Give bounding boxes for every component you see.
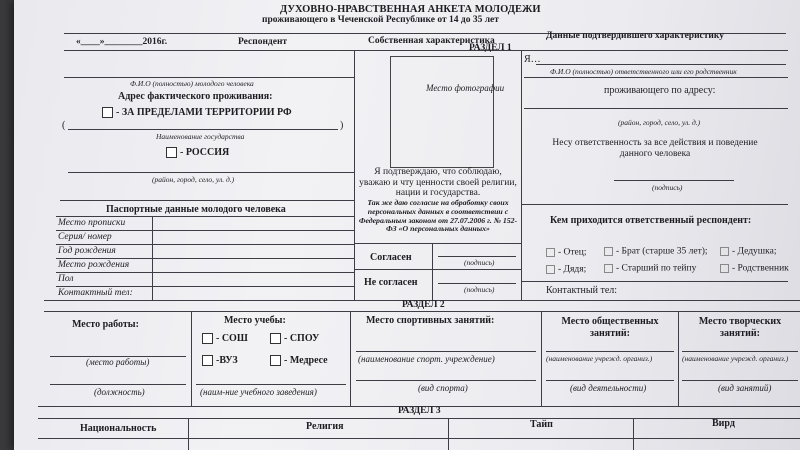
creative-kind-caption: (вид занятий) [718,383,772,393]
work-heading: Место работы: [72,319,139,330]
confirmer-heading: Данные подтвердившего характеристику [546,31,724,41]
option-uncle[interactable]: - Дядя; [546,265,586,275]
option-relative[interactable]: - Родственник [720,264,789,274]
option-elder[interactable]: - Старший по тейпу [604,264,696,274]
passport-row: Серия/ номер [58,232,112,242]
section2-title: РАЗДЕЛ 2 [402,300,445,310]
agree-signature-caption: (подпись) [464,258,495,267]
sport-caption: (наименование спорт. учреждение) [358,354,495,364]
responsible-locality-caption: (район, город, село, ул. д.) [618,118,701,127]
respondent-heading: Респондент [238,37,288,47]
creative-caption: (наименование учрежд. организ.) [682,354,789,363]
option-brother[interactable]: - Брат (старше 35 лет); [604,247,708,257]
study-option-university[interactable]: -ВУЗ [202,355,238,366]
photo-placeholder[interactable] [390,56,494,168]
consent-text: Так же даю согласие на обработку своих персональных данных в соответствии с Федеральным законом от 27.07.2006 г. № 152-ФЗ «О персональных данных» [358,198,518,234]
work-caption: (место работы) [86,357,150,367]
fio-caption: Ф.И.О (полностью) молодого человека [130,79,254,88]
who-heading: Кем приходится ответственный респондент: [550,215,752,226]
responsible-signature-caption: (подпись) [652,183,683,192]
russia-checkbox[interactable]: - РОССИЯ [166,147,229,158]
responsible-fio-caption: Ф.И.О (полностью) ответственного или его родственник [550,67,737,76]
passport-row: Контактный тел: [58,288,133,298]
responsible-contact-label: Контактный тел: [546,285,618,296]
locality-caption: (район, город, село, ул. д.) [152,175,235,184]
option-father[interactable]: - Отец; [546,248,587,258]
section1-title: РАЗДЕЛ 1 [469,43,512,53]
study-option-college[interactable]: - СПОУ [270,333,319,344]
characteristic-heading: Собственная характеристика [368,36,495,46]
passport-row: Год рождения [58,246,116,256]
date-field[interactable]: «____»________2016г. [76,37,168,47]
abroad-checkbox[interactable]: - ЗА ПРЕДЕЛАМИ ТЕРРИТОРИИ РФ [102,107,292,118]
study-heading: Место учебы: [224,315,286,326]
teip-column: Тайп [530,419,553,430]
option-grandfather[interactable]: - Дедушка; [720,247,776,257]
i-prefix: Я… [524,54,541,65]
sport-heading: Место спортивных занятий: [366,315,495,326]
passport-row: Пол [58,274,74,284]
social-heading: Место общественных занятий: [561,316,659,339]
disagree-signature-caption: (подпись) [464,285,495,294]
wird-column: Вирд [712,418,735,429]
state-caption: Наименование государства [156,132,245,141]
questionnaire-sheet: ДУХОВНО-НРАВСТВЕННАЯ АНКЕТА МОЛОДЕЖИ проживающего в Чеченской Республике от 14 до 35 лет «____»________2016г. Респондент Собственная характеристика Данные подтвердившего характеристику РАЗДЕЛ 1 Ф.И.О (полностью) молодого человека Адрес фактического проживания: - ЗА ПРЕДЕЛАМИ ТЕРРИТОРИИ РФ ( ) Наименование государства - РОССИЯ (район, город, село, ул. д.) Паспортные данные молодого человека Место прописки Серия/ номер Год рождения Место рождения Пол Контактный тел: Место фотографии Я подтверждаю, что соблюдаю, уважаю и чту ценности своей религии, нации и государства. Так же даю согласие на обработку своих персональных данных в соответствии с Федеральным законом от 27.07.2006 г. № 152-ФЗ «О персональных данных» Согласен (подпись) Не согласен (подпись) Я… Ф.И.О (полностью) ответственного или его родственник проживающего по адресу: (район, город, село, ул. д.) Несу ответственность за все действия и поведение данного человека (подпись) Кем приходится ответственный респондент: - Отец; - Брат (старше 35 лет); - Дедушка; - Дядя; - Старший по тейпу - Родственник Контактный тел: РАЗДЕЛ 2 Место работы: (место работы) (должность) Место учебы: - СОШ - СПОУ -ВУЗ - Медресе (наим-ние учебного заведения) Место спортивных занятий: (наименование спорт. учреждение) (вид спорта) Место общественных занятий: (наименование учрежд. организ.) (вид деятельности) Место творческих занятий: (наименование учрежд. организ.) (вид занятий) РАЗДЕЛ 3 Национальность Религия Тайп Вирд [14,0,800,450]
form-subtitle: проживающего в Чеченской Республике от 14 до 35 лет [262,15,499,25]
religion-column: Религия [306,421,344,432]
section3-title: РАЗДЕЛ 3 [398,406,441,416]
passport-row: Место рождения [58,260,130,270]
position-caption: (должность) [94,387,145,397]
study-caption: (наим-ние учебного заведения) [200,387,317,397]
responsibility-text: Несу ответственность за все действия и поведение данного человека [552,138,758,159]
passport-heading: Паспортные данные молодого человека [106,204,286,215]
form-title: ДУХОВНО-НРАВСТВЕННАЯ АНКЕТА МОЛОДЕЖИ [280,4,541,15]
study-option-school[interactable]: - СОШ [202,333,248,344]
confirmation-text: Я подтверждаю, что соблюдаю, уважаю и чту ценности своей религии, нации и государства. [359,167,517,198]
photo-label: Место фотографии [426,83,505,93]
creative-heading: Место творческих занятий: [698,316,782,339]
address-heading: Адрес фактического проживания: [118,91,273,102]
disagree-label: Не согласен [364,277,418,288]
agree-label: Согласен [370,252,412,263]
activity-caption: (вид деятельности) [570,383,647,393]
residing-label: проживающего по адресу: [604,85,716,96]
study-option-madrasa[interactable]: - Медресе [270,355,328,366]
social-caption: (наименование учрежд. организ.) [546,354,653,363]
sport-kind-caption: (вид спорта) [418,383,468,393]
passport-row: Место прописки [58,218,126,228]
nationality-column: Национальность [80,423,157,434]
